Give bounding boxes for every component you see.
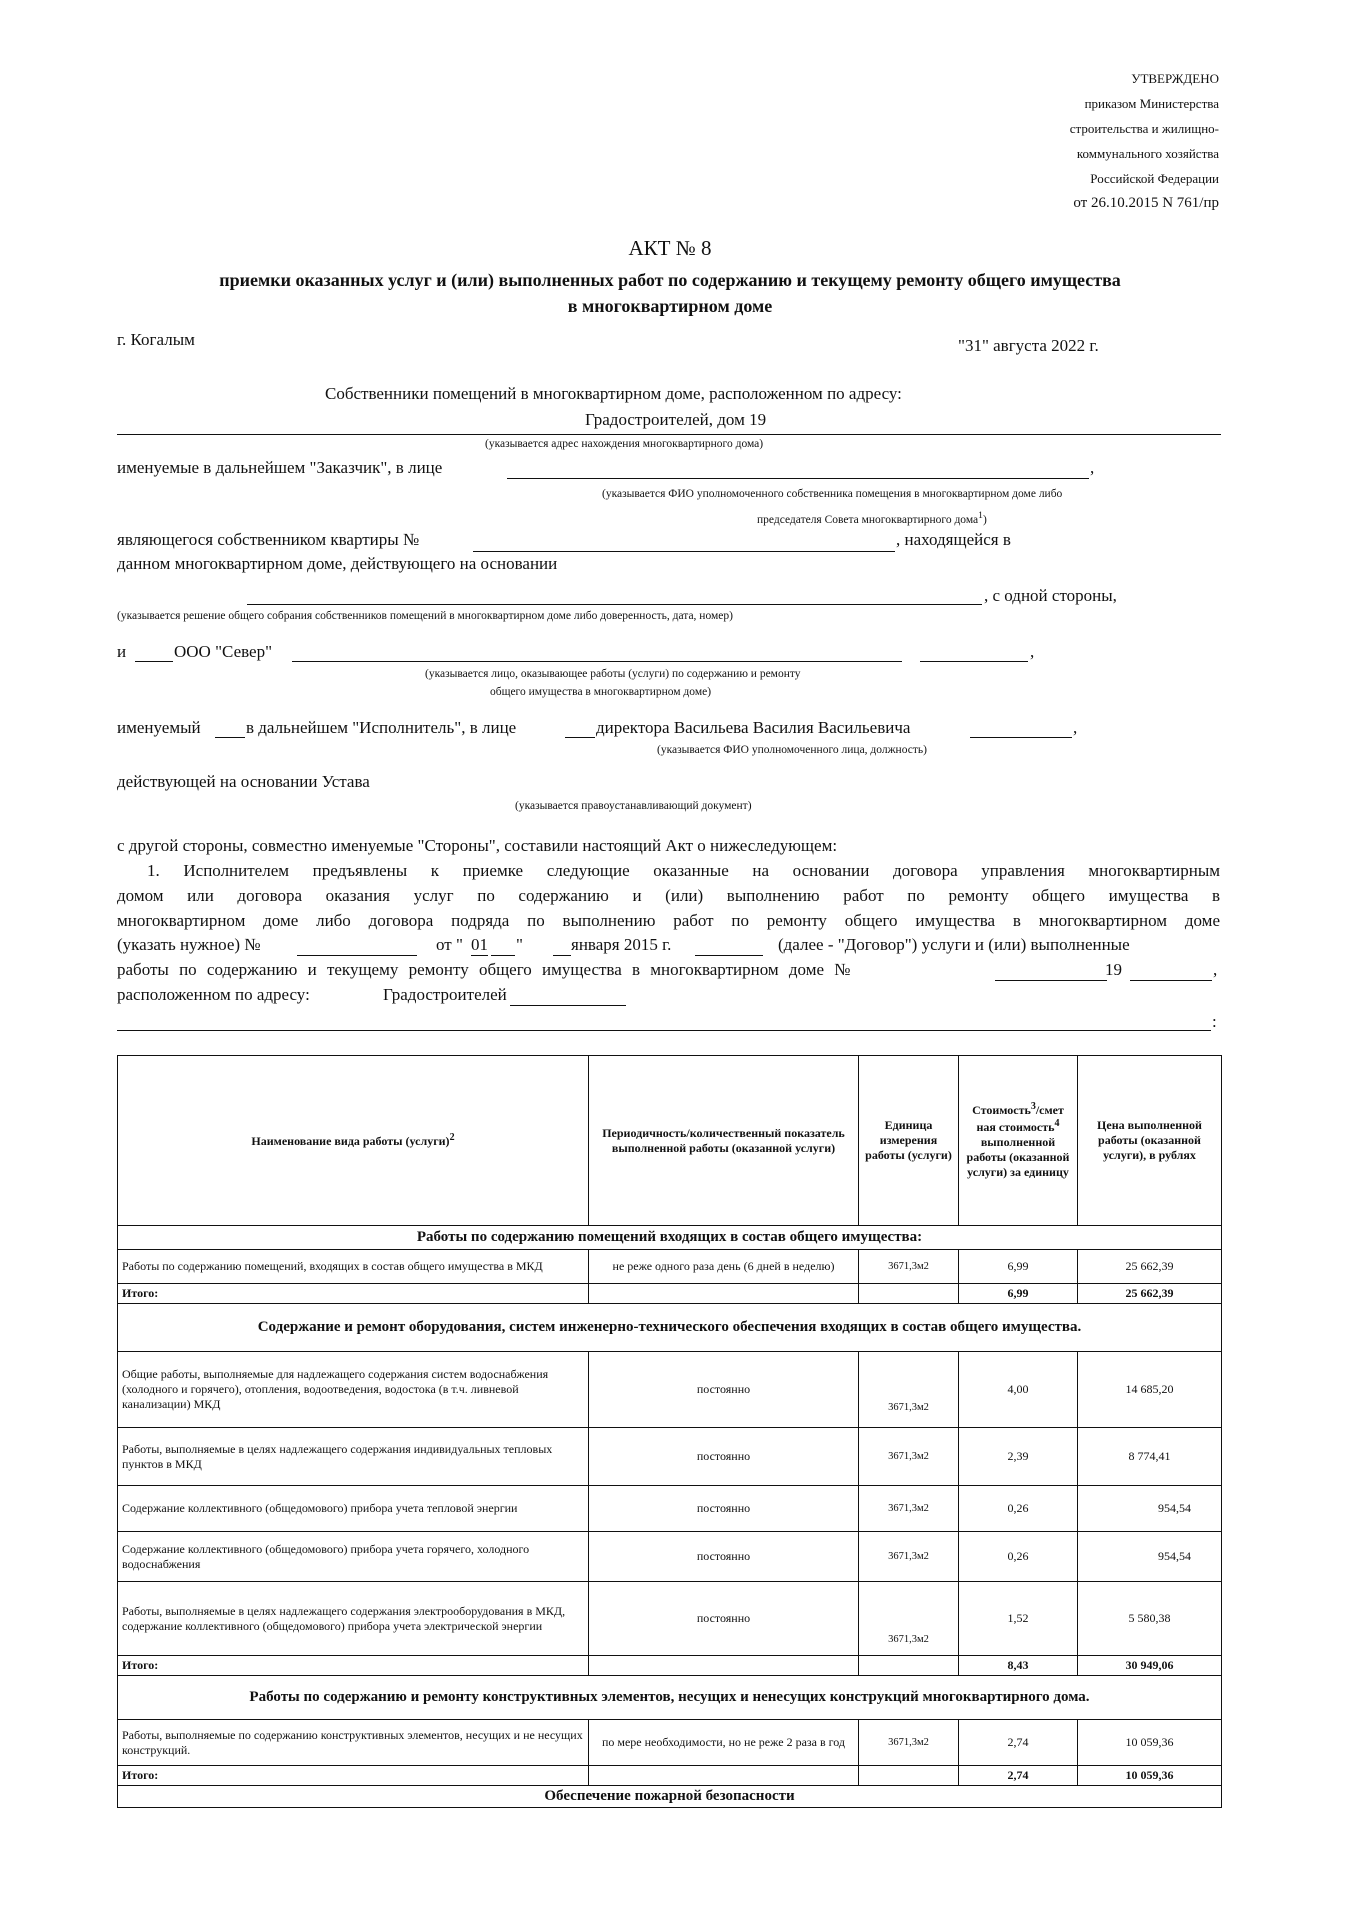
year-underline bbox=[695, 955, 763, 956]
work-price: 10 059,36 bbox=[1078, 1720, 1222, 1766]
header-cost bbox=[959, 1056, 1078, 1226]
header-cost-b: /смет ная стоимость bbox=[976, 1103, 1064, 1134]
section-title: Содержание и ремонт оборудования, систем инженерно-технического обеспечения входящих в состав общего имущества. bbox=[118, 1304, 1222, 1352]
total-label: Итого: bbox=[118, 1284, 589, 1304]
table-row bbox=[118, 1582, 1222, 1656]
work-name: Работы, выполняемые в целях надлежащего содержания электрооборудования в МКД, содержание коллективного (общедомового) прибора учета электрической энергии bbox=[118, 1582, 589, 1656]
table-row bbox=[118, 1428, 1222, 1486]
executor-mid: в дальнейшем "Исполнитель", в лице bbox=[246, 718, 517, 737]
colon: : bbox=[1212, 1012, 1217, 1031]
work-unit: 3671,3м2 bbox=[859, 1352, 959, 1428]
approval-block bbox=[1070, 66, 1219, 216]
footnote-mark: 4 bbox=[1054, 1118, 1060, 1129]
executor-underline-3 bbox=[970, 737, 1072, 738]
empty-cell bbox=[589, 1284, 859, 1304]
total-row bbox=[118, 1766, 1222, 1786]
p1-line6: расположенном по адресу: bbox=[117, 985, 310, 1004]
work-price: 8 774,41 bbox=[1078, 1428, 1222, 1486]
work-cost: 4,00 bbox=[959, 1352, 1078, 1428]
empty-cell bbox=[859, 1766, 959, 1786]
approval-line: приказом Министерства bbox=[1084, 96, 1219, 111]
and-label: и bbox=[117, 642, 127, 661]
contractor-underline-2 bbox=[920, 661, 1028, 662]
address-hint: (указывается адрес нахождения многоквартирного дома) bbox=[485, 438, 764, 450]
work-unit: 3671,3м2 bbox=[859, 1532, 959, 1582]
header-cost-c: выполненной работы (оказанной услуги) за единицу bbox=[966, 1135, 1070, 1179]
work-cost: 2,39 bbox=[959, 1428, 1078, 1486]
apartment-tail: , находящейся в bbox=[896, 530, 1011, 549]
work-unit: 3671,3м2 bbox=[859, 1250, 959, 1284]
p1-line4-c: " bbox=[516, 935, 523, 954]
title-block bbox=[115, 236, 1225, 319]
street-underline bbox=[510, 1005, 626, 1006]
work-cost: 0,26 bbox=[959, 1532, 1078, 1582]
act-number: АКТ № 8 bbox=[628, 236, 712, 260]
header-name bbox=[118, 1056, 589, 1226]
work-cost: 0,26 bbox=[959, 1486, 1078, 1532]
contract-number-underline bbox=[297, 955, 417, 956]
works-table bbox=[117, 1055, 1222, 1808]
table-row bbox=[118, 1720, 1222, 1766]
work-periodicity: постоянно bbox=[589, 1532, 859, 1582]
approval-line: коммунального хозяйства bbox=[1076, 146, 1219, 161]
total-price: 10 059,36 bbox=[1078, 1766, 1222, 1786]
total-label: Итого: bbox=[118, 1766, 589, 1786]
total-row bbox=[118, 1656, 1222, 1676]
footnote-mark: 2 bbox=[449, 1132, 455, 1143]
acting-hint: (указывается правоустанавливающий документ) bbox=[515, 800, 752, 812]
empty-cell bbox=[589, 1656, 859, 1676]
p1-line5: работы по содержанию и текущему ремонту общего имущества в многоквартирном доме № bbox=[117, 960, 851, 979]
p1-line: 1. Исполнителем предъявлены к приемке следующие оказанные на основании договора управления многоквартирным bbox=[147, 861, 1220, 880]
one-side: , с одной стороны, bbox=[984, 586, 1117, 605]
apartment-underline bbox=[473, 551, 895, 552]
comma: , bbox=[1090, 458, 1095, 477]
table-row bbox=[118, 1250, 1222, 1284]
approval-line: Российской Федерации bbox=[1090, 171, 1219, 186]
work-unit: 3671,3м2 bbox=[859, 1428, 959, 1486]
basis-underline bbox=[247, 604, 982, 605]
header-price: Цена выполненной работы (оказанной услуги), в рублях bbox=[1078, 1056, 1222, 1226]
street: Градостроителей bbox=[383, 985, 507, 1004]
section-row bbox=[118, 1676, 1222, 1720]
act-date: "31" августа 2022 г. bbox=[958, 336, 1099, 355]
house-number: 19 bbox=[1105, 960, 1122, 979]
header-periodicity: Периодичность/количественный показатель выполненной работы (оказанной услуги) bbox=[589, 1056, 859, 1226]
header-unit: Единица измерения работы (услуги) bbox=[859, 1056, 959, 1226]
table-row bbox=[118, 1486, 1222, 1532]
and-underline bbox=[135, 661, 173, 662]
work-name: Содержание коллективного (общедомового) прибора учета горячего, холодного водоснабжения bbox=[118, 1532, 589, 1582]
total-cost: 6,99 bbox=[959, 1284, 1078, 1304]
p1-line: многоквартирном доме либо договора подряда по выполнению работ по ремонту общего имущества в многоквартирном доме bbox=[117, 911, 1220, 930]
table-row bbox=[118, 1532, 1222, 1582]
executor-underline-2 bbox=[565, 737, 595, 738]
work-price: 954,54 bbox=[1078, 1532, 1222, 1582]
section-row bbox=[118, 1786, 1222, 1808]
work-periodicity: постоянно bbox=[589, 1486, 859, 1532]
footnote-mark: 1 bbox=[978, 510, 983, 521]
contractor-hint: (указывается лицо, оказывающее работы (услуги) по содержанию и ремонту bbox=[425, 668, 801, 680]
work-price: 25 662,39 bbox=[1078, 1250, 1222, 1284]
executor-underline bbox=[215, 737, 245, 738]
comma: , bbox=[1030, 642, 1035, 661]
approval-line: УТВЕРЖДЕНО bbox=[1131, 71, 1219, 86]
total-cost: 8,43 bbox=[959, 1656, 1078, 1676]
total-label: Итого: bbox=[118, 1656, 589, 1676]
basis-hint: (указывается решение общего собрания собственников помещений в многоквартирном доме либо доверенность, дата, номер) bbox=[117, 610, 733, 622]
executor-person: директора Васильева Василия Васильевича bbox=[596, 718, 911, 737]
section-row bbox=[118, 1226, 1222, 1250]
work-name: Содержание коллективного (общедомового) прибора учета тепловой энергии bbox=[118, 1486, 589, 1532]
work-name: Работы, выполняемые по содержанию конструктивных элементов, несущих и не несущих конструкций. bbox=[118, 1720, 589, 1766]
executor-hint: (указывается ФИО уполномоченного лица, должность) bbox=[657, 744, 927, 756]
customer-hint: (указывается ФИО уполномоченного собственника помещения в многоквартирном доме либо bbox=[602, 488, 1063, 500]
work-periodicity: постоянно bbox=[589, 1352, 859, 1428]
total-price: 25 662,39 bbox=[1078, 1284, 1222, 1304]
work-periodicity: по мере необходимости, но не реже 2 раза в год bbox=[589, 1720, 859, 1766]
total-row bbox=[118, 1284, 1222, 1304]
work-periodicity: постоянно bbox=[589, 1582, 859, 1656]
month-underline bbox=[553, 955, 571, 956]
customer-hint-2-text: председателя Совета многоквартирного дома bbox=[757, 513, 979, 526]
work-cost: 6,99 bbox=[959, 1250, 1078, 1284]
work-name: Работы по содержанию помещений, входящих в состав общего имущества в МКД bbox=[118, 1250, 589, 1284]
total-cost: 2,74 bbox=[959, 1766, 1078, 1786]
contractor-hint-2: общего имущества в многоквартирном доме) bbox=[490, 686, 712, 698]
paragraph-1 bbox=[117, 858, 1220, 933]
table-row bbox=[118, 1352, 1222, 1428]
section-title: Работы по содержанию и ремонту конструктивных элементов, несущих и ненесущих конструкций многоквартирного дома. bbox=[118, 1676, 1222, 1720]
work-cost: 2,74 bbox=[959, 1720, 1078, 1766]
table-header-row bbox=[118, 1056, 1222, 1226]
other-side: с другой стороны, совместно именуемые "Стороны", составили настоящий Акт о нижеследующем: bbox=[117, 836, 838, 855]
customer-label: именуемые в дальнейшем "Заказчик", в лице bbox=[117, 458, 443, 477]
footnote-mark: 3 bbox=[1030, 1101, 1036, 1112]
comma: , bbox=[1073, 718, 1078, 737]
executor-label: именуемый bbox=[117, 718, 201, 737]
act-subtitle-line: в многоквартирном доме bbox=[567, 296, 773, 316]
p1-line4-a: (указать нужное) № bbox=[117, 935, 261, 954]
work-name: Общие работы, выполняемые для надлежащего содержания систем водоснабжения (холодного и горячего), отопления, водоотведения, водостока (в т.ч. ливневой канализации) МКД bbox=[118, 1352, 589, 1428]
contractor-name: ООО "Север" bbox=[174, 642, 273, 661]
work-name: Работы, выполняемые в целях надлежащего содержания индивидуальных тепловых пунктов в МКД bbox=[118, 1428, 589, 1486]
empty-cell bbox=[859, 1656, 959, 1676]
total-price: 30 949,06 bbox=[1078, 1656, 1222, 1676]
p1-line: домом или договора оказания услуг по содержанию и (или) выполнению работ по ремонту общего имущества в bbox=[117, 886, 1220, 905]
apartment-label: являющегося собственником квартиры № bbox=[117, 530, 420, 549]
owners-intro: Собственники помещений в многоквартирном доме, расположенном по адресу: bbox=[325, 384, 902, 403]
empty-cell bbox=[589, 1766, 859, 1786]
work-price: 5 580,38 bbox=[1078, 1582, 1222, 1656]
city: г. Когалым bbox=[117, 330, 195, 349]
work-unit: 3671,3м2 bbox=[859, 1486, 959, 1532]
customer-underline bbox=[507, 478, 1089, 479]
act-subtitle bbox=[115, 267, 1225, 319]
contract-month: января 2015 г. bbox=[571, 935, 672, 954]
p1-line4-d: (далее - "Договор") услуги и (или) выполненные bbox=[778, 935, 1130, 954]
work-cost: 1,52 bbox=[959, 1582, 1078, 1656]
work-price: 14 685,20 bbox=[1078, 1352, 1222, 1428]
house-underline bbox=[995, 980, 1107, 981]
approval-line: строительства и жилищно- bbox=[1069, 121, 1219, 136]
owners-address: Градостроителей, дом 19 bbox=[585, 410, 767, 429]
customer-hint-2: председателя Совета многоквартирного дома$^1$) bbox=[757, 510, 987, 526]
empty-cell bbox=[859, 1284, 959, 1304]
work-unit: 3671,3м2 bbox=[859, 1582, 959, 1656]
section-title: Работы по содержанию помещений входящих в состав общего имущества: bbox=[118, 1226, 1222, 1250]
address-underline bbox=[117, 434, 1221, 435]
acting-basis: действующей на основании Устава bbox=[117, 772, 370, 791]
section-title: Обеспечение пожарной безопасности bbox=[118, 1786, 1222, 1808]
section-row bbox=[118, 1304, 1222, 1352]
work-periodicity: постоянно bbox=[589, 1428, 859, 1486]
comma: , bbox=[1213, 960, 1218, 979]
day-underline bbox=[491, 955, 515, 956]
act-subtitle-line: приемки оказанных услуг и (или) выполненных работ по содержанию и текущему ремонту общего имущества bbox=[219, 270, 1121, 290]
work-unit: 3671,3м2 bbox=[859, 1720, 959, 1766]
header-name-text: Наименование вида работы (услуги) bbox=[251, 1134, 450, 1148]
work-price: 954,54 bbox=[1078, 1486, 1222, 1532]
work-periodicity: не реже одного раза день (6 дней в неделю) bbox=[589, 1250, 859, 1284]
approval-order: от 26.10.2015 N 761/пр bbox=[1073, 195, 1219, 211]
address-line-underline bbox=[117, 1030, 1211, 1031]
p1-line4-b: от " bbox=[436, 935, 463, 954]
basis-label: данном многоквартирном доме, действующего на основании bbox=[117, 554, 558, 573]
house-underline-2 bbox=[1130, 980, 1212, 981]
contractor-underline bbox=[292, 661, 902, 662]
header-cost-a: Стоимость bbox=[972, 1103, 1031, 1117]
contract-day: 01 bbox=[471, 935, 488, 954]
